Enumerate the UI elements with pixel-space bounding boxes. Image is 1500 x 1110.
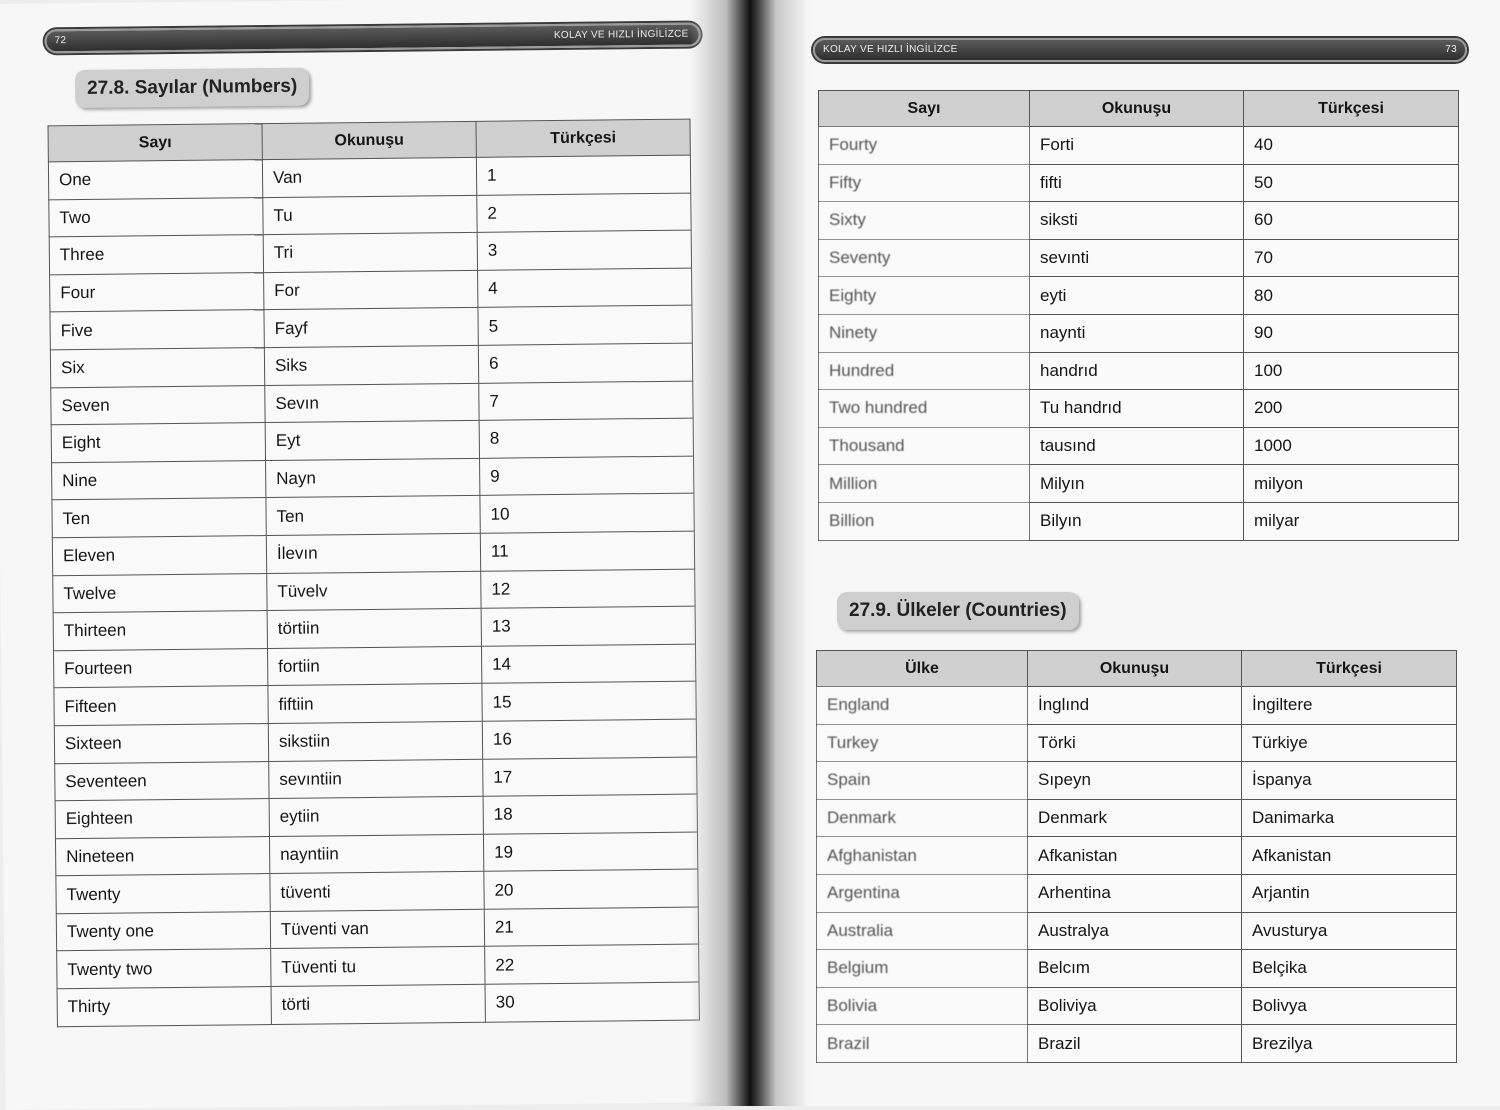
- pronunciation-cell: Fayf: [264, 308, 478, 348]
- english-cell: Turkey: [817, 724, 1028, 762]
- column-header: Okunuşu: [262, 121, 476, 159]
- turkish-cell: 14: [481, 644, 695, 684]
- table-row: [817, 912, 1457, 950]
- column-header: Okunuşu: [1030, 91, 1244, 127]
- pronunciation-cell: Belcım: [1028, 950, 1242, 988]
- countries-section-title: 27.9. Ülkeler (Countries): [837, 592, 1079, 630]
- table-row: [819, 277, 1459, 315]
- numbers-table-right: [818, 90, 1459, 541]
- pronunciation-cell: Törki: [1028, 724, 1242, 762]
- table-row: [819, 390, 1459, 428]
- pronunciation-cell: Eyt: [265, 420, 479, 460]
- turkish-cell: 10: [480, 493, 694, 533]
- pronunciation-cell: Boliviya: [1028, 987, 1242, 1025]
- table-row: [819, 164, 1459, 202]
- numbers-section-title: 27.8. Sayılar (Numbers): [75, 68, 310, 108]
- book-gutter-shadow: [690, 0, 810, 1106]
- table-row: [817, 1025, 1457, 1063]
- right-running-title: KOLAY VE HIZLI İNGİLİZCE: [823, 44, 958, 55]
- english-cell: Hundred: [819, 352, 1030, 390]
- table-row: [817, 837, 1457, 875]
- english-cell: Argentina: [817, 874, 1028, 912]
- pronunciation-cell: eyti: [1030, 277, 1244, 315]
- turkish-cell: 50: [1244, 164, 1459, 202]
- turkish-cell: 1: [476, 155, 690, 195]
- column-header: Türkçesi: [1244, 91, 1459, 127]
- turkish-cell: 9: [480, 456, 694, 496]
- pronunciation-cell: törti: [271, 984, 485, 1024]
- turkish-cell: 4: [478, 268, 692, 308]
- pronunciation-cell: Tri: [263, 233, 477, 273]
- column-header: Türkçesi: [476, 119, 690, 157]
- pronunciation-cell: fortiin: [267, 646, 481, 686]
- pronunciation-cell: Arhentina: [1028, 874, 1242, 912]
- table-header-row: [817, 651, 1457, 687]
- english-cell: Six: [50, 348, 264, 388]
- turkish-cell: 200: [1244, 390, 1459, 428]
- turkish-cell: 22: [485, 945, 699, 985]
- pronunciation-cell: Tu handrıd: [1030, 390, 1244, 428]
- turkish-cell: 7: [479, 381, 693, 421]
- english-cell: Eighteen: [55, 799, 269, 839]
- pronunciation-cell: naynti: [1030, 314, 1244, 352]
- left-page: [0, 0, 741, 1110]
- english-cell: Three: [49, 235, 263, 275]
- pronunciation-cell: Bilyın: [1030, 502, 1244, 540]
- turkish-cell: 16: [482, 719, 696, 759]
- pronunciation-cell: Siks: [264, 345, 478, 385]
- turkish-cell: Türkiye: [1242, 724, 1457, 762]
- column-header: Ülke: [817, 651, 1028, 687]
- pronunciation-cell: Sevın: [265, 383, 479, 423]
- english-cell: Twelve: [53, 573, 267, 613]
- pronunciation-cell: Tüvelv: [267, 571, 481, 611]
- turkish-cell: milyon: [1244, 465, 1459, 503]
- table-header-row: [819, 91, 1459, 127]
- english-cell: Twenty two: [57, 949, 271, 989]
- table-row: [819, 502, 1459, 540]
- pronunciation-cell: Tüventi van: [270, 909, 484, 949]
- table-row: [817, 950, 1457, 988]
- table-row: [819, 427, 1459, 465]
- turkish-cell: 70: [1244, 239, 1459, 277]
- turkish-cell: 80: [1244, 277, 1459, 315]
- english-cell: Billion: [819, 502, 1030, 540]
- turkish-cell: 12: [481, 569, 695, 609]
- turkish-cell: Bolivya: [1242, 987, 1457, 1025]
- turkish-cell: Avusturya: [1242, 912, 1457, 950]
- turkish-cell: 1000: [1244, 427, 1459, 465]
- table-row: [819, 202, 1459, 240]
- table-row: [817, 687, 1457, 725]
- turkish-cell: 21: [484, 907, 698, 947]
- english-cell: Denmark: [817, 799, 1028, 837]
- turkish-cell: 60: [1244, 202, 1459, 240]
- right-page: [765, 0, 1500, 1106]
- numbers-table-left: [48, 119, 700, 1027]
- left-header-bar: [44, 22, 700, 53]
- pronunciation-cell: fifti: [1030, 164, 1244, 202]
- english-cell: Belgium: [817, 950, 1028, 988]
- table-row: [819, 352, 1459, 390]
- turkish-cell: Afkanistan: [1242, 837, 1457, 875]
- left-page-number: 72: [54, 35, 67, 47]
- english-cell: Seven: [51, 385, 265, 425]
- english-cell: One: [48, 160, 262, 200]
- pronunciation-cell: Sıpeyn: [1028, 762, 1242, 800]
- english-cell: Sixteen: [54, 723, 268, 763]
- pronunciation-cell: handrıd: [1030, 352, 1244, 390]
- pronunciation-cell: Tüventi tu: [271, 947, 485, 987]
- pronunciation-cell: fiftiin: [268, 684, 482, 724]
- column-header: Türkçesi: [1242, 651, 1457, 687]
- column-header: Sayı: [819, 91, 1030, 127]
- pronunciation-cell: Denmark: [1028, 799, 1242, 837]
- pronunciation-cell: sevıntiin: [269, 759, 483, 799]
- table-row: [819, 239, 1459, 277]
- left-running-title: KOLAY VE HIZLI İNGİLİZCE: [553, 28, 689, 42]
- turkish-cell: 3: [477, 230, 691, 270]
- turkish-cell: 19: [483, 832, 697, 872]
- english-cell: Afghanistan: [817, 837, 1028, 875]
- english-cell: Nine: [52, 460, 266, 500]
- column-header: Sayı: [48, 124, 262, 162]
- table-row: [817, 987, 1457, 1025]
- turkish-cell: milyar: [1244, 502, 1459, 540]
- turkish-cell: 2: [477, 193, 691, 233]
- turkish-cell: 6: [478, 343, 692, 383]
- english-cell: Ninety: [819, 314, 1030, 352]
- pronunciation-cell: eytiin: [269, 796, 483, 836]
- turkish-cell: 100: [1244, 352, 1459, 390]
- table-row: [819, 127, 1459, 165]
- pronunciation-cell: For: [264, 270, 478, 310]
- pronunciation-cell: törtiin: [267, 608, 481, 648]
- english-cell: Brazil: [817, 1025, 1028, 1063]
- english-cell: Australia: [817, 912, 1028, 950]
- right-header-bar: [813, 38, 1467, 62]
- right-page-number: 73: [1445, 44, 1457, 55]
- table-row: [57, 982, 699, 1026]
- turkish-cell: 18: [483, 794, 697, 834]
- pronunciation-cell: Ten: [266, 496, 480, 536]
- table-row: [817, 762, 1457, 800]
- pronunciation-cell: İlevın: [266, 533, 480, 573]
- pronunciation-cell: Brazil: [1028, 1025, 1242, 1063]
- pronunciation-cell: İnglınd: [1028, 687, 1242, 725]
- english-cell: Sixty: [819, 202, 1030, 240]
- english-cell: Eighty: [819, 277, 1030, 315]
- pronunciation-cell: siksti: [1030, 202, 1244, 240]
- turkish-cell: İngiltere: [1242, 687, 1457, 725]
- pronunciation-cell: tüventi: [270, 872, 484, 912]
- english-cell: Fifty: [819, 164, 1030, 202]
- turkish-cell: 20: [484, 869, 698, 909]
- english-cell: Two hundred: [819, 390, 1030, 428]
- turkish-cell: 15: [482, 681, 696, 721]
- english-cell: Five: [50, 310, 264, 350]
- turkish-cell: 5: [478, 305, 692, 345]
- countries-table: [816, 650, 1457, 1063]
- table-row: [819, 314, 1459, 352]
- english-cell: Seventeen: [55, 761, 269, 801]
- english-cell: Million: [819, 465, 1030, 503]
- table-row: [817, 799, 1457, 837]
- table-row: [819, 465, 1459, 503]
- english-cell: Eleven: [52, 535, 266, 575]
- english-cell: Nineteen: [55, 836, 269, 876]
- pronunciation-cell: Van: [262, 157, 476, 197]
- english-cell: Seventy: [819, 239, 1030, 277]
- english-cell: Twenty one: [56, 911, 270, 951]
- pronunciation-cell: tausınd: [1030, 427, 1244, 465]
- english-cell: Four: [50, 272, 264, 312]
- english-cell: Thousand: [819, 427, 1030, 465]
- turkish-cell: 11: [480, 531, 694, 571]
- column-header: Okunuşu: [1028, 651, 1242, 687]
- english-cell: Fourty: [819, 127, 1030, 165]
- turkish-cell: Danimarka: [1242, 799, 1457, 837]
- english-cell: Two: [49, 197, 263, 237]
- turkish-cell: 30: [485, 982, 699, 1022]
- english-cell: Ten: [52, 498, 266, 538]
- pronunciation-cell: nayntiin: [269, 834, 483, 874]
- pronunciation-cell: Milyın: [1030, 465, 1244, 503]
- turkish-cell: Belçika: [1242, 950, 1457, 988]
- english-cell: England: [817, 687, 1028, 725]
- pronunciation-cell: Afkanistan: [1028, 837, 1242, 875]
- pronunciation-cell: Nayn: [266, 458, 480, 498]
- english-cell: Bolivia: [817, 987, 1028, 1025]
- turkish-cell: 40: [1244, 127, 1459, 165]
- turkish-cell: Arjantin: [1242, 874, 1457, 912]
- pronunciation-cell: sevınti: [1030, 239, 1244, 277]
- english-cell: Thirty: [57, 987, 271, 1027]
- turkish-cell: 13: [481, 606, 695, 646]
- table-row: [817, 724, 1457, 762]
- turkish-cell: Brezilya: [1242, 1025, 1457, 1063]
- turkish-cell: 8: [479, 418, 693, 458]
- english-cell: Spain: [817, 762, 1028, 800]
- turkish-cell: 90: [1244, 314, 1459, 352]
- english-cell: Twenty: [56, 874, 270, 914]
- turkish-cell: İspanya: [1242, 762, 1457, 800]
- english-cell: Fourteen: [54, 648, 268, 688]
- english-cell: Thirteen: [53, 611, 267, 651]
- pronunciation-cell: sikstiin: [268, 721, 482, 761]
- table-row: [817, 874, 1457, 912]
- pronunciation-cell: Forti: [1030, 127, 1244, 165]
- pronunciation-cell: Australya: [1028, 912, 1242, 950]
- english-cell: Eight: [51, 423, 265, 463]
- english-cell: Fifteen: [54, 686, 268, 726]
- turkish-cell: 17: [483, 757, 697, 797]
- pronunciation-cell: Tu: [263, 195, 477, 235]
